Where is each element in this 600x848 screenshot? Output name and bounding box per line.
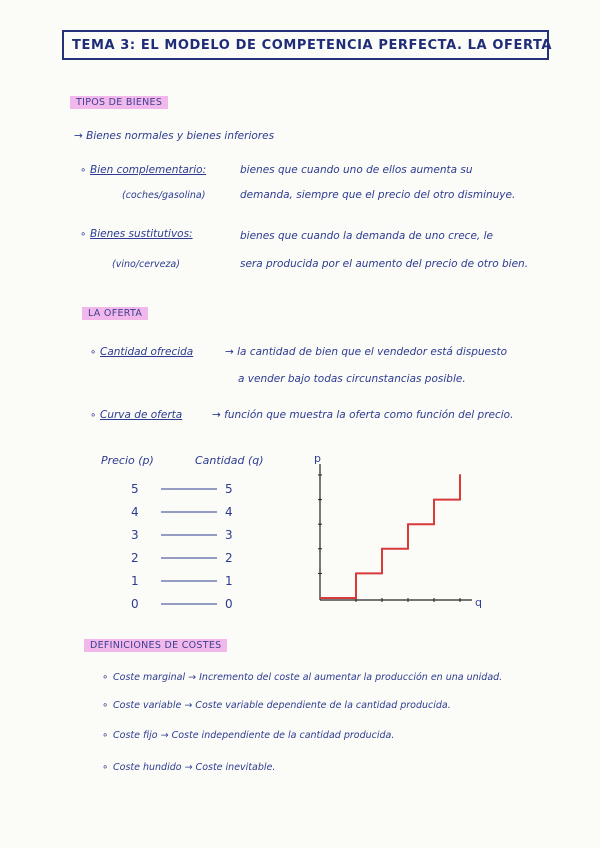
- graph-y-label: p: [314, 452, 321, 465]
- bullet-icon: ∘: [80, 165, 87, 176]
- table-price-value: 4: [131, 505, 139, 519]
- cost-item-hundido: Coste hundido → Coste inevitable.: [113, 762, 276, 773]
- def-sustitutivo-1: bienes que cuando la demanda de uno crece, le: [240, 230, 493, 242]
- term-curva-oferta: Curva de oferta: [100, 409, 183, 421]
- cost-item-fijo: Coste fijo → Coste independiente de la cantidad producida.: [113, 730, 395, 741]
- table-price-value: 1: [131, 574, 139, 588]
- table-price-value: 5: [131, 482, 139, 496]
- price-quantity-table: [95, 448, 285, 613]
- tipos-intro: → Bienes normales y bienes inferiores: [74, 130, 275, 142]
- table-quantity-value: 1: [225, 574, 233, 588]
- table-quantity-value: 2: [225, 551, 233, 565]
- example-complementario: (coches/gasolina): [122, 190, 206, 201]
- table-price-value: 3: [131, 528, 139, 542]
- table-price-header: Precio (p): [101, 454, 154, 467]
- tipos-intro-text: Bienes normales y bienes inferiores: [86, 130, 275, 142]
- term-sustitutivo: Bienes sustitutivos:: [90, 228, 193, 240]
- bullet-icon: ∘: [80, 229, 87, 240]
- bullet-icon: ∘: [102, 762, 109, 773]
- page-title: TEMA 3: EL MODELO DE COMPETENCIA PERFECTA. LA OFERTA: [62, 30, 549, 60]
- section-heading-oferta: LA OFERTA: [82, 307, 148, 320]
- section-heading-costes: DEFINICIONES DE COSTES: [84, 639, 227, 652]
- def-cantidad-1: → la cantidad de bien que el vendedor está dispuesto: [225, 346, 508, 358]
- bullet-icon: ∘: [90, 410, 97, 421]
- table-price-value: 2: [131, 551, 139, 565]
- bullet-icon: ∘: [102, 672, 109, 683]
- section-heading-tipos: TIPOS DE BIENES: [70, 96, 168, 109]
- table-quantity-value: 0: [225, 597, 233, 611]
- cost-item-variable: Coste variable → Coste variable dependiente de la cantidad producida.: [113, 700, 451, 711]
- supply-step-graph: [300, 450, 490, 615]
- bullet-icon: ∘: [102, 730, 109, 741]
- def-curva-text: función que muestra la oferta como función del precio.: [224, 409, 514, 421]
- bullet-icon: ∘: [90, 347, 97, 358]
- term-complementario: Bien complementario:: [90, 164, 207, 176]
- term-cantidad-ofrecida: Cantidad ofrecida: [100, 346, 194, 358]
- example-sustitutivo: (vino/cerveza): [112, 259, 180, 270]
- table-quantity-value: 3: [225, 528, 233, 542]
- def-cantidad-2: a vender bajo todas circunstancias posible.: [238, 373, 466, 385]
- table-quantity-value: 4: [225, 505, 233, 519]
- def-cantidad-1-text: la cantidad de bien que el vendedor está dispuesto: [237, 346, 508, 358]
- def-complementario-2: demanda, siempre que el precio del otro disminuye.: [240, 189, 516, 201]
- def-complementario-1: bienes que cuando uno de ellos aumenta su: [240, 164, 473, 176]
- table-quantity-value: 5: [225, 482, 233, 496]
- cost-item-marginal: Coste marginal → Incremento del coste al aumentar la producción en una unidad.: [113, 672, 503, 683]
- bullet-icon: ∘: [102, 700, 109, 711]
- def-curva: → función que muestra la oferta como función del precio.: [212, 409, 514, 421]
- table-price-value: 0: [131, 597, 139, 611]
- graph-x-label: q: [475, 596, 482, 609]
- def-sustitutivo-2: sera producida por el aumento del precio de otro bien.: [240, 258, 529, 270]
- table-quantity-header: Cantidad (q): [195, 454, 264, 467]
